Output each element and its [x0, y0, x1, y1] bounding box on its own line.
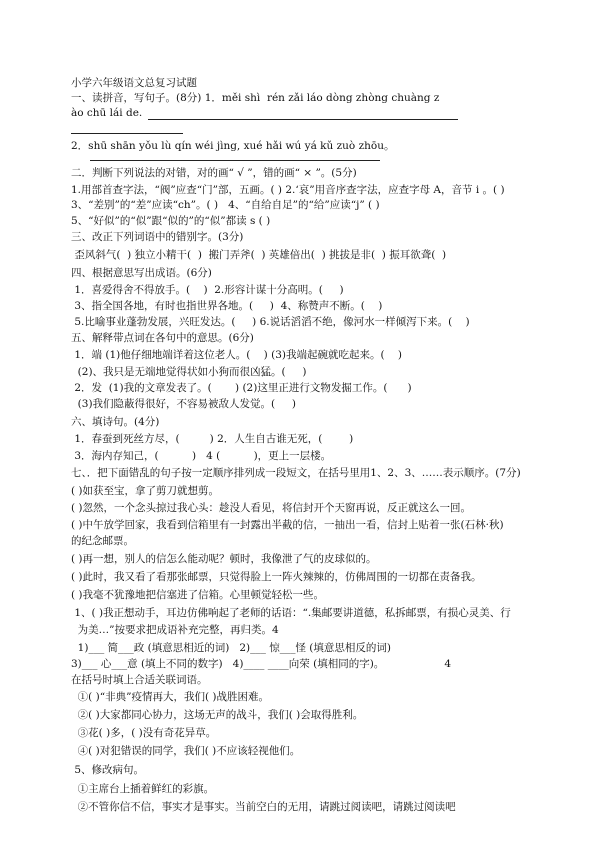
section-heading: 四、根据意思写出成语。(6分)	[71, 267, 212, 279]
q7-sentence: ( )我毫不犹豫地把信塞进了信箱。心里顿觉轻松一些。	[71, 589, 325, 601]
conjunction-item: ②( )大家都同心协力，这场无声的战斗，我们( )会取得胜利。	[71, 709, 364, 721]
conjunction-item: ①( )“非典”疫情再大，我们( )战胜困难。	[71, 691, 269, 703]
answer-line	[71, 133, 183, 134]
q5-item: (3)我们隐蔽得很好，不容易被敌人发觉。( )	[71, 398, 296, 410]
q1-line: 2．shū shān yǒu lù qín wéi jìng, xué hǎi wú yá kǔ zuò zhōu。	[71, 140, 395, 152]
q2-item: 3、“差别”的“差”应读“ch”。( ) 4、“自给自足”的“给”应读“j” ( )	[71, 199, 380, 211]
idiom-item: 3)___ 心___意 (填上不同的数字) 4)____ ____向荣 (填相同的字)。 4	[71, 658, 452, 670]
exam-title: 小学六年级语文总复习试题	[71, 77, 197, 89]
q7-sentence: 1、( )我正想动手，耳边仿佛响起了老师的话语：“.集邮要讲道德，私拆邮票，有损心灵美、行	[71, 607, 511, 619]
q4-item: 1．喜爱得舍不得放手。( ) 2.形容计谋十分高明。( )	[71, 284, 344, 296]
q7-sentence: ( )中午放学回家，我看到信箱里有一封露出半截的信，一抽出一看，信封上贴着一张(石林·秋)	[71, 519, 504, 531]
conjunction-item: ④( )对犯错误的同学，我们( )不应该轻视他们。	[71, 745, 301, 757]
section-heading: 七、．把下面错乱的句子按一定顺序排列成一段短文，在括号里用1、2、3、……表示顺序。(7分)	[71, 467, 521, 479]
answer-line	[90, 160, 380, 161]
q3-item: 歪风斜气( ) 独立小精干( ) 搬门弄斧( ) 英雄倍出( ) 挑拔是非( ) 振耳欲聋( )	[71, 249, 447, 261]
q5-item: 1．端 (1)他仔细地端详着这位老人。( ) (3)我端起碗就吃起来。( )	[71, 349, 403, 361]
q7-sentence: ( )此时，我又看了看那张邮票，只觉得脸上一阵火辣辣的，仿佛周围的一切都在责备我。	[71, 571, 482, 583]
q5-item: (2)、我只是无端地觉得状如小狗而很凶猛。( )	[71, 366, 307, 378]
q7-sentence: 的纪念邮票。	[71, 535, 134, 547]
q7-sentence: ( )如获至宝，拿了剪刀就想剪。	[71, 485, 220, 497]
q5-item: 2．发 (1)我的文章发表了。( ) (2)这里正进行文物发掘工作。( )	[71, 382, 412, 394]
q6-item: 1．春蚕到死丝方尽，( ) 2．人生自古谁无死，( )	[71, 433, 354, 445]
q7-sentence: ( )再一想，别人的信怎么能动呢？顿时，我像泄了气的皮球似的。	[71, 553, 377, 565]
sentence-fix-item: ①主席台上插着鲜红的彩旗。	[71, 783, 215, 795]
conjunction-item: ③花( )多，( )没有奇花异草。	[71, 727, 217, 739]
section-heading: 二．判断下列说法的对错，对的画“ √ ”，错的画“ × ”。(5分)	[71, 167, 357, 179]
q1-line: ào chū lái de.	[71, 107, 143, 119]
q4-item: 3、指全国各地，有时也指世界各地。( ) 4、称赞声不断。( )	[71, 300, 383, 312]
q1-line: 一、读拼音，写句子。(8分) 1．měi shì rén zǎi láo dòng zhòng chuàng z	[71, 92, 440, 104]
q2-item: 5、“好似”的“似”跟“似的”的“似”都读 s ( )	[71, 215, 271, 227]
section-heading: 三、改正下列词语中的错别字。(3分)	[71, 231, 244, 243]
q6-item: 3．海内存知己，( ) 4 ( )，更上一层楼。	[71, 450, 332, 462]
q2-item: 1.用部首查字法，“阀”应查“门”部，五画。( ) 2.‘哀”用音序查字法，应查字母 A，音节 i 。( )	[71, 184, 505, 196]
idiom-item: 1)___ 简___政 (填意思相近的词) 2)___ 惊___怪 (填意思相反的词)	[71, 642, 391, 654]
section-heading: 5、修改病句。	[71, 764, 145, 776]
section-heading: 在括号时填上合适关联词语。	[71, 674, 208, 686]
answer-line	[148, 119, 458, 120]
q7-sentence: ( )忽然，一个念头掠过我心头：趁没人看见，将信封开个天窗再说，反正就这么一回。	[71, 502, 472, 514]
section-heading: 五、解释带点词在各句中的意思。(6分)	[71, 332, 254, 344]
q4-item: 5.比喻事业蓬勃发展，兴旺发达。( ) 6.说话滔滔不绝，像河水一样倾泻下来。( )	[71, 316, 470, 328]
sentence-fix-item: ②不管你信不信，事实才是事实。当前空白的无用，请跳过阅读吧，请跳过阅读吧	[71, 801, 456, 813]
section-heading: 六、填诗句。(4分)	[71, 416, 160, 428]
q7-sentence: 为美…”按要求把成语补充完整，再归类。4	[71, 624, 279, 636]
